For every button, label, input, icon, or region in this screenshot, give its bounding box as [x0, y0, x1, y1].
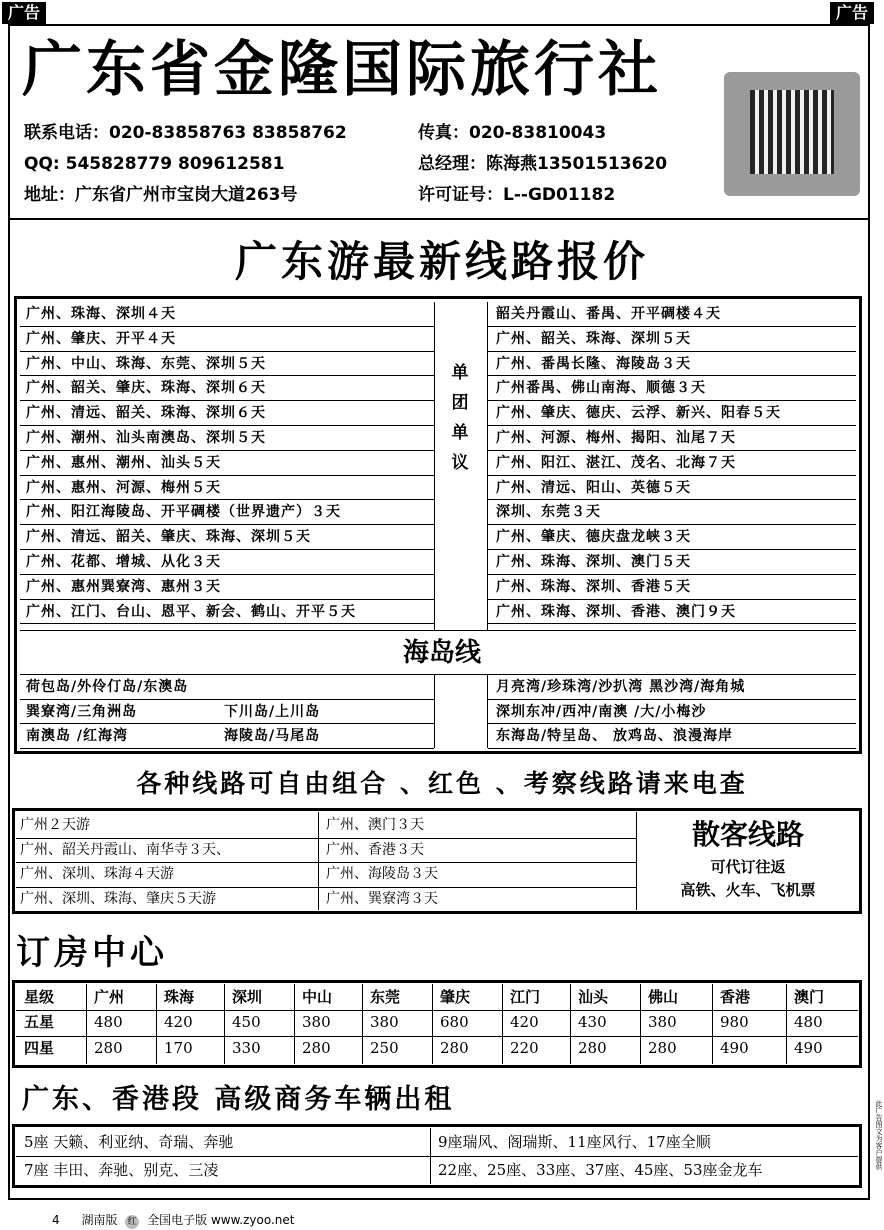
- route-left-item: 广州、肇庆、开平４天: [20, 327, 434, 352]
- scattered-sub2: 高铁、火车、飞机票: [680, 881, 816, 899]
- contact-phone: 联系电话：020-83858763 83858762: [24, 123, 347, 143]
- website[interactable]: 全国电子版 www.zyoo.net: [147, 1213, 295, 1227]
- route-left-item: 广州、潮州、汕头南澳岛、深圳５天: [20, 426, 434, 451]
- island-right-item: 东海岛/特呈岛、 放鸡岛、浪漫海岸: [488, 724, 856, 749]
- hotel-col-line: [86, 984, 87, 1064]
- route-left-item: 广州、韶关、肇庆、珠海、深圳６天: [20, 376, 434, 401]
- route-left-item: 广州、惠州巽寮湾、惠州３天: [20, 575, 434, 600]
- route-right-item: 广州、番禺长隆、海陵岛３天: [488, 352, 856, 377]
- route-left-item: 广州、珠海、深圳４天: [20, 302, 434, 327]
- hotel-price-cell: 四星: [24, 1039, 55, 1057]
- car-row-1-left: 5座 天籁、利亚纳、奇瑞、奔驰: [24, 1133, 234, 1151]
- route-right-item: 广州、清远、阳山、英德５天: [488, 476, 856, 501]
- address: 地址：广东省广州市宝岗大道263号: [24, 185, 298, 205]
- scattered-route: 广州、深圳、珠海４天游: [20, 866, 174, 882]
- hotel-price-cell: 250: [370, 1039, 399, 1057]
- island-right-item: 深圳东冲/西冲/南澳 /大/小梅沙: [488, 700, 856, 725]
- scattered-route: 广州、海陵岛３天: [326, 866, 438, 882]
- scattered-route: 广州、韶关丹霞山、南华寺３天、: [20, 841, 230, 858]
- hotel-header-cell: 汕头: [578, 988, 609, 1006]
- island-left-item: 荷包岛/外伶仃岛/东澳岛: [20, 675, 434, 700]
- route-right-item: 韶关丹霞山、番禺、开平碉楼４天: [488, 302, 856, 327]
- ad-label-right: 广告: [830, 2, 874, 24]
- hotel-header-cell: 中山: [302, 988, 333, 1006]
- hotel-price-cell: 220: [510, 1039, 539, 1057]
- hotel-price-cell: 330: [232, 1039, 261, 1057]
- route-left-item: 广州、江门、台山、恩平、新会、鹤山、开平５天: [20, 600, 434, 625]
- qr-code-image: [724, 72, 860, 196]
- island-title: 海岛线: [402, 638, 481, 668]
- fax: 传真：020-83810043: [418, 123, 607, 143]
- page-number: 4: [52, 1213, 60, 1227]
- hotel-price-cell: 280: [578, 1039, 607, 1057]
- scattered-route: 广州、香港３天: [326, 841, 424, 858]
- route-left-item: 广州、清远、韶关、肇庆、珠海、深圳５天: [20, 525, 434, 550]
- hotel-price-cell: 480: [94, 1013, 123, 1031]
- hotel-header-cell: 澳门: [794, 988, 825, 1006]
- hotel-price-cell: 980: [720, 1013, 749, 1031]
- car-row-line: [16, 1156, 858, 1157]
- route-right-item: 广州、阳江、湛江、茂名、北海７天: [488, 451, 856, 476]
- route-left-item: 广州、中山、珠海、东莞、深圳５天: [20, 352, 434, 377]
- combo-note: 各种线路可自由组合 、红色 、考察线路请来电查: [136, 769, 748, 798]
- route-right-item: 广州、河源、梅州、揭阳、汕尾７天: [488, 426, 856, 451]
- license-number: 许可证号：L--GD01182: [418, 185, 616, 205]
- hong-logo: 红: [125, 1215, 139, 1229]
- island-left-item-b: 下川岛/上川岛: [224, 703, 321, 720]
- route-bottom-line: [20, 630, 856, 631]
- hotel-price-cell: 680: [440, 1013, 469, 1031]
- edition: 湖南版: [81, 1213, 118, 1227]
- route-right-item: 广州番禺、佛山南海、顺德３天: [488, 376, 856, 401]
- route-right-item: 广州、肇庆、德庆盘龙峡３天: [488, 525, 856, 550]
- scattered-route: 广州、巽寮湾３天: [326, 890, 438, 907]
- route-left-item: 广州、惠州、河源、梅州５天: [20, 476, 434, 501]
- hotel-price-cell: 380: [648, 1013, 677, 1031]
- hotel-price-cell: 490: [794, 1039, 823, 1057]
- hotel-price-cell: 280: [94, 1039, 123, 1057]
- route-left-item: 广州、清远、韶关、珠海、深圳６天: [20, 401, 434, 426]
- island-divider-left: [434, 674, 435, 748]
- route-right-item: 广州、珠海、深圳、香港、澳门９天: [488, 600, 856, 625]
- hotel-col-line: [786, 984, 787, 1064]
- car-row-1-right: 9座瑞风、阁瑞斯、11座风行、17座全顺: [438, 1133, 711, 1151]
- route-left-item: 广州、花都、增城、从化３天: [20, 550, 434, 575]
- hotel-price-cell: 170: [164, 1039, 193, 1057]
- car-row-2-right: 22座、25座、33座、37座、45座、53座金龙车: [438, 1161, 763, 1179]
- hotel-col-line: [712, 984, 713, 1064]
- hotel-col-line: [640, 984, 641, 1064]
- scatter-divider-2: [636, 812, 637, 910]
- hotel-col-line: [570, 984, 571, 1064]
- scattered-title: 散客线路: [691, 818, 804, 851]
- ad-label-left: 广告: [2, 2, 46, 24]
- general-manager: 总经理：陈海燕13501513620: [418, 154, 668, 174]
- route-left-item: 广州、惠州、潮州、汕头５天: [20, 451, 434, 476]
- hotel-header-cell: 广州: [94, 988, 125, 1006]
- route-right-item: 广州、肇庆、德庆、云浮、新兴、阳春５天: [488, 401, 856, 426]
- qr-code-pattern: [750, 90, 834, 174]
- hotel-header-cell: 佛山: [648, 988, 679, 1006]
- hotel-col-line: [156, 984, 157, 1064]
- qq-numbers: QQ: 545828779 809612581: [24, 154, 285, 174]
- hotel-price-cell: 280: [648, 1039, 677, 1057]
- scattered-route: 广州、澳门３天: [326, 817, 424, 833]
- header-divider: [8, 218, 870, 220]
- scattered-route: 广州２天游: [20, 817, 90, 833]
- price-note-text: 单团单议: [451, 363, 469, 473]
- car-rental-title: 广东、香港段 高级商务车辆出租: [22, 1084, 455, 1115]
- route-right-item: 广州、珠海、深圳、香港５天: [488, 575, 856, 600]
- hotel-price-cell: 280: [302, 1039, 331, 1057]
- hotel-price-cell: 五星: [24, 1013, 55, 1031]
- hotel-header-cell: 星级: [24, 988, 55, 1006]
- hotel-price-cell: 380: [302, 1013, 331, 1031]
- routes-title: 广东游最新线路报价: [234, 237, 649, 286]
- side-note: 此广告图文为客户提供: [875, 1100, 883, 1170]
- hotel-price-cell: 280: [440, 1039, 469, 1057]
- car-row-2-left: 7座 丰田、奔驰、别克、三凌: [24, 1161, 219, 1179]
- hotel-price-cell: 380: [370, 1013, 399, 1031]
- route-left-item: 广州、阳江海陵岛、开平碉楼（世界遗产）３天: [20, 500, 434, 525]
- hotel-price-cell: 420: [164, 1013, 193, 1031]
- island-left-item: 南澳岛 /红海湾: [20, 724, 434, 749]
- hotel-col-line: [502, 984, 503, 1064]
- hotel-header-cell: 深圳: [232, 988, 263, 1006]
- scattered-route: 广州、深圳、珠海、肇庆５天游: [20, 890, 216, 907]
- route-right-item: 深圳、东莞３天: [488, 500, 856, 525]
- scatter-divider-1: [318, 812, 319, 910]
- price-note: [434, 358, 486, 478]
- hotel-header-cell: 肇庆: [440, 988, 471, 1006]
- island-left-item-b: 海陵岛/马尾岛: [224, 728, 321, 744]
- scattered-sub1: 可代订往返: [710, 858, 786, 876]
- hotel-header-cell: 江门: [510, 988, 541, 1006]
- route-right-item: 广州、韶关、珠海、深圳５天: [488, 327, 856, 352]
- hotel-price-cell: 480: [794, 1013, 823, 1031]
- hotel-col-line: [432, 984, 433, 1064]
- hotel-header-cell: 东莞: [370, 988, 401, 1006]
- hotel-col-line: [362, 984, 363, 1064]
- hotel-header-cell: 珠海: [164, 988, 195, 1006]
- hotel-price-cell: 420: [510, 1013, 539, 1031]
- hotel-col-line: [294, 984, 295, 1064]
- hotel-col-line: [224, 984, 225, 1064]
- footer: [52, 1212, 295, 1229]
- hotel-price-cell: 430: [578, 1013, 607, 1031]
- island-right-item: 月亮湾/珍珠湾/沙扒湾 黑沙湾/海角城: [488, 675, 856, 700]
- route-right-item: 广州、珠海、深圳、澳门５天: [488, 550, 856, 575]
- hotel-price-cell: 450: [232, 1013, 261, 1031]
- company-name: 广东省金隆国际旅行社: [22, 35, 662, 105]
- hotel-price-cell: 490: [720, 1039, 749, 1057]
- hotel-title: 订房中心: [16, 933, 168, 973]
- hotel-header-cell: 香港: [720, 988, 751, 1006]
- island-left-item: 巽寮湾/三角洲岛: [20, 700, 434, 725]
